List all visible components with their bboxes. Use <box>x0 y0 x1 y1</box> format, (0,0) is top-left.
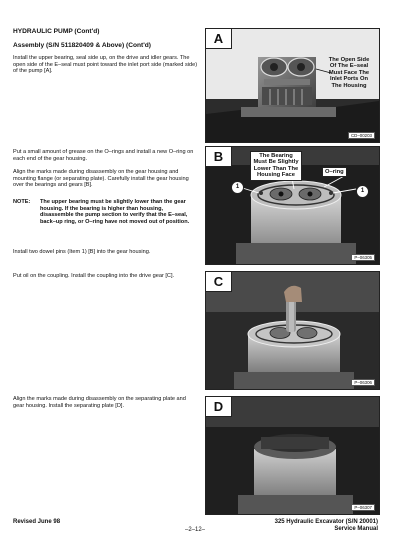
note-text: The upper bearing must be slightly lower than the gear housing. If the bearing is higher than housing, disassemble the pump section to verify that the E–seal, back–up ring, or O–ring have not moved out of position. <box>40 199 190 225</box>
figure-d <box>205 396 380 515</box>
step-align-marks-housing: Align the marks made during disassembly on the gear housing and mounting flange (or separating plate). Carefully install the gear housing over the bearings and gears [B]. <box>13 169 189 189</box>
note-label: NOTE: <box>13 199 31 205</box>
figure-code-c: P–06306 <box>351 379 375 386</box>
figure-c <box>205 271 380 390</box>
footer-manual-line1: 325 Hydraulic Excavator (S/N 20001) <box>274 519 378 525</box>
footer-page-number: –2–12– <box>185 527 206 533</box>
callout-oring: O–ring <box>322 167 347 177</box>
footer-manual-title <box>260 519 378 533</box>
step-grease-orings: Put a small amount of grease on the O–rings and install a new O–ring on each end of the gear housing. <box>13 149 194 162</box>
step-separating-plate: Align the marks made during disassembly on the separating plate and gear housing. Install the separating plate [D]. <box>13 396 186 409</box>
figure-letter-d: D <box>206 397 232 417</box>
figure-letter-b: B <box>206 147 232 167</box>
figure-a <box>205 28 380 143</box>
figure-letter-a: A <box>206 29 232 49</box>
step-install-bearing: Install the upper bearing, seal side up, on the drive and idler gears. The open side of the E–seal must point toward the inlet port side (marked side) of the pump [A]. <box>13 55 198 75</box>
footer-manual-line2: Service Manual <box>334 526 378 532</box>
step-install-coupling: Put oil on the coupling. Install the coupling into the drive gear [C]. <box>13 273 175 279</box>
section-title: HYDRAULIC PUMP (Cont'd) <box>13 28 100 35</box>
figure-code-d: P–06307 <box>351 504 375 511</box>
note-block <box>13 199 198 225</box>
figure-b <box>205 146 380 265</box>
callout-eseal: The Open Side Of The E–seal Must Face The Inlet Ports On The Housing <box>328 57 370 89</box>
section-subtitle: Assembly (S/N 511820409 & Above) (Cont'd) <box>13 42 152 49</box>
footer-revised: Revised June 98 <box>13 519 61 525</box>
figure-letter-c: C <box>206 272 232 292</box>
item-number-1-right: 1 <box>356 185 369 198</box>
callout-bearing-lower: The Bearing Must Be Slightly Lower Than The Housing Face <box>250 151 302 181</box>
figure-code-b: P–06305 <box>351 254 375 261</box>
figure-code-a: CD–00203 <box>348 132 375 139</box>
item-number-1-left: 1 <box>231 181 244 194</box>
step-dowel-pins: Install two dowel pins (Item 1) [B] into the gear housing. <box>13 249 151 255</box>
